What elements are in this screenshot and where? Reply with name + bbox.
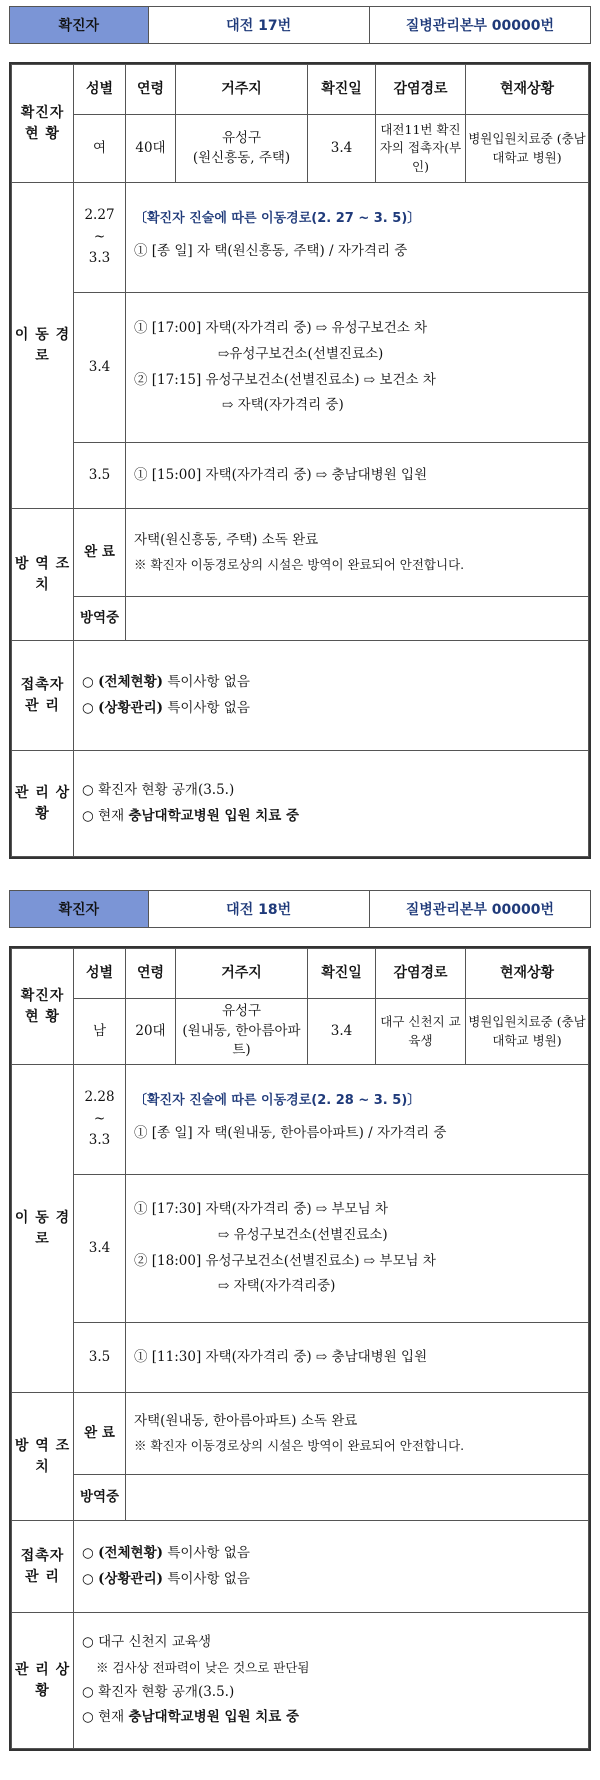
- route-period-detail: [126, 183, 589, 293]
- infection-route-value: 대구 신천지 교육생: [376, 999, 466, 1065]
- route-line: ⇨ 유성구보건소(선별진료소): [218, 1226, 388, 1243]
- route-day-detail: [126, 293, 589, 443]
- header-case-number: 대전 18번: [148, 891, 369, 927]
- contact-line: [82, 1541, 588, 1567]
- residence-value: [176, 999, 308, 1065]
- management-line: [82, 1705, 588, 1731]
- current-status-value: 병원입원치료중 (충남대학교 병원): [466, 999, 589, 1065]
- contacts-label: 접촉자 관 리: [12, 641, 74, 751]
- contact-category: (전체현황): [98, 1544, 164, 1561]
- col-confirm-date: 확진일: [308, 65, 376, 115]
- route-line: ① [15:00] 자택(자가격리 중) ⇨ 충남대병원 입원: [134, 466, 428, 483]
- route-line: ⇨ 자택(자가격리중): [218, 1278, 336, 1295]
- prevention-done-detail: [126, 1393, 589, 1475]
- residence-detail: (원내동, 한아름아파트): [182, 1022, 301, 1059]
- col-infection-route: 감염경로: [376, 65, 466, 115]
- contact-text: 특이사항 없음: [167, 1544, 250, 1561]
- management-line: ○ 확진자 현황 공개(3.5.): [82, 1683, 235, 1700]
- contact-text: 특이사항 없음: [167, 699, 250, 716]
- prevention-progress-detail: [126, 597, 589, 641]
- infection-route-value: 대전11번 확진자의 접촉자(부인): [376, 115, 466, 183]
- case-card: [9, 62, 591, 859]
- management-line: ○ 확진자 현황 공개(3.5.): [82, 781, 235, 798]
- contact-category: (전체현황): [98, 673, 164, 690]
- col-gender: 성별: [74, 65, 126, 115]
- management-detail: [74, 1613, 589, 1749]
- age-value: 20대: [126, 999, 176, 1065]
- management-prefix: ○ 현재: [82, 1709, 129, 1726]
- case-table: [11, 64, 589, 857]
- contacts-detail: [74, 641, 589, 751]
- contact-category: (상황관리): [98, 699, 164, 716]
- route-day-detail: [126, 443, 589, 509]
- contact-line: [82, 670, 588, 696]
- period-start: 2.27: [84, 207, 115, 224]
- prevention-progress-label: 방역중: [74, 1475, 126, 1521]
- case-table: [11, 948, 589, 1749]
- route-label: 이 동 경 로: [12, 1065, 74, 1393]
- bullet: ○: [82, 673, 94, 690]
- col-current-status: 현재상황: [466, 949, 589, 999]
- gender-value: 남: [74, 999, 126, 1065]
- route-line: ② [17:15] 유성구보건소(선별진료소) ⇨ 보건소 차: [134, 371, 436, 388]
- current-status-value: 병원입원치료중 (충남대학교 병원): [466, 115, 589, 183]
- header-agency-number: 질병관리본부 00000번: [369, 891, 590, 927]
- route-line: ⇨ 자택(자가격리 중): [222, 397, 344, 414]
- col-age: 연령: [126, 949, 176, 999]
- col-gender: 성별: [74, 949, 126, 999]
- route-line: ① [종 일] 자 택(원내동, 한아름아파트) / 자가격리 중: [134, 1125, 447, 1142]
- route-date: 3.4: [74, 1175, 126, 1323]
- contact-category: (상황관리): [98, 1570, 164, 1587]
- route-period-date: [74, 1065, 126, 1175]
- col-residence: 거주지: [176, 949, 308, 999]
- residence-value: [176, 115, 308, 183]
- bullet: ○: [82, 1544, 94, 1561]
- prevention-done-label: 완 료: [74, 509, 126, 597]
- prevention-progress-label: 방역중: [74, 597, 126, 641]
- management-emphasis: 충남대학교병원 입원 치료 중: [128, 807, 300, 824]
- route-label: 이 동 경 로: [12, 183, 74, 509]
- route-date: 3.5: [74, 1323, 126, 1393]
- prevention-label: 방 역 조 치: [12, 509, 74, 641]
- residence-main: 유성구: [221, 1003, 262, 1020]
- case-card: [9, 946, 591, 1751]
- bullet: ○: [82, 1570, 94, 1587]
- management-prefix: ○ 현재: [82, 807, 129, 824]
- prevention-line: 자택(원내동, 한아름아파트) 소독 완료: [134, 1412, 358, 1429]
- col-age: 연령: [126, 65, 176, 115]
- bullet: ○: [82, 699, 94, 716]
- contacts-label: 접촉자 관 리: [12, 1521, 74, 1613]
- period-end: 3.3: [88, 1132, 111, 1149]
- route-line: ⇨유성구보건소(선별진료소): [218, 345, 384, 362]
- residence-main: 유성구: [221, 129, 262, 146]
- route-line: ② [18:00] 유성구보건소(선별진료소) ⇨ 부모님 차: [134, 1252, 436, 1269]
- confirm-date-value: 3.4: [308, 115, 376, 183]
- management-emphasis: 충남대학교병원 입원 치료 중: [128, 1709, 300, 1726]
- confirm-date-value: 3.4: [308, 999, 376, 1065]
- prevention-note: ※ 확진자 이동경로상의 시설은 방역이 완료되어 안전합니다.: [134, 557, 465, 573]
- prevention-progress-detail: [126, 1475, 589, 1521]
- route-title: 〔확진자 진술에 따른 이동경로(2. 27 ~ 3. 5)〕: [134, 211, 421, 227]
- case-header: [9, 6, 591, 44]
- contact-text: 특이사항 없음: [167, 1570, 250, 1587]
- header-agency-number: 질병관리본부 00000번: [369, 7, 590, 43]
- status-label: 확진자 현 황: [12, 65, 74, 183]
- header-label: 확진자: [10, 7, 148, 43]
- prevention-label: 방 역 조 치: [12, 1393, 74, 1521]
- col-confirm-date: 확진일: [308, 949, 376, 999]
- period-tilde: ~: [93, 1110, 106, 1127]
- prevention-line: 자택(원신흥동, 주택) 소독 완료: [134, 531, 319, 548]
- management-line: ○ 대구 신천지 교육생: [82, 1634, 211, 1651]
- col-residence: 거주지: [176, 65, 308, 115]
- case-header: [9, 890, 591, 928]
- header-case-number: 대전 17번: [148, 7, 369, 43]
- contact-text: 특이사항 없음: [167, 673, 250, 690]
- period-end: 3.3: [88, 250, 111, 267]
- route-day-detail: [126, 1323, 589, 1393]
- gender-value: 여: [74, 115, 126, 183]
- prevention-note: ※ 확진자 이동경로상의 시설은 방역이 완료되어 안전합니다.: [134, 1438, 465, 1454]
- route-day-detail: [126, 1175, 589, 1323]
- management-detail: [74, 751, 589, 857]
- prevention-done-detail: [126, 509, 589, 597]
- route-period-date: [74, 183, 126, 293]
- age-value: 40대: [126, 115, 176, 183]
- contact-line: [82, 1567, 588, 1593]
- period-start: 2.28: [84, 1089, 115, 1106]
- management-label: 관 리 상 황: [12, 751, 74, 857]
- col-infection-route: 감염경로: [376, 949, 466, 999]
- status-label: 확진자 현 황: [12, 949, 74, 1065]
- header-label: 확진자: [10, 891, 148, 927]
- prevention-done-label: 완 료: [74, 1393, 126, 1475]
- route-line: ① [17:30] 자택(자가격리 중) ⇨ 부모님 차: [134, 1201, 388, 1218]
- management-line: [82, 804, 588, 830]
- contacts-detail: [74, 1521, 589, 1613]
- route-date: 3.5: [74, 443, 126, 509]
- route-title: 〔확진자 진술에 따른 이동경로(2. 28 ~ 3. 5)〕: [134, 1093, 421, 1109]
- management-label: 관 리 상 황: [12, 1613, 74, 1749]
- route-line: ① [종 일] 자 택(원신흥동, 주택) / 자가격리 중: [134, 243, 408, 260]
- route-line: ① [17:00] 자택(자가격리 중) ⇨ 유성구보건소 차: [134, 320, 428, 337]
- route-date: 3.4: [74, 293, 126, 443]
- contact-line: [82, 696, 588, 722]
- route-line: ① [11:30] 자택(자가격리 중) ⇨ 충남대병원 입원: [134, 1348, 428, 1365]
- col-current-status: 현재상황: [466, 65, 589, 115]
- management-note: ※ 검사상 전파력이 낮은 것으로 판단됨: [96, 1659, 310, 1675]
- period-tilde: ~: [93, 228, 106, 245]
- residence-detail: (원신흥동, 주택): [192, 149, 291, 166]
- route-period-detail: [126, 1065, 589, 1175]
